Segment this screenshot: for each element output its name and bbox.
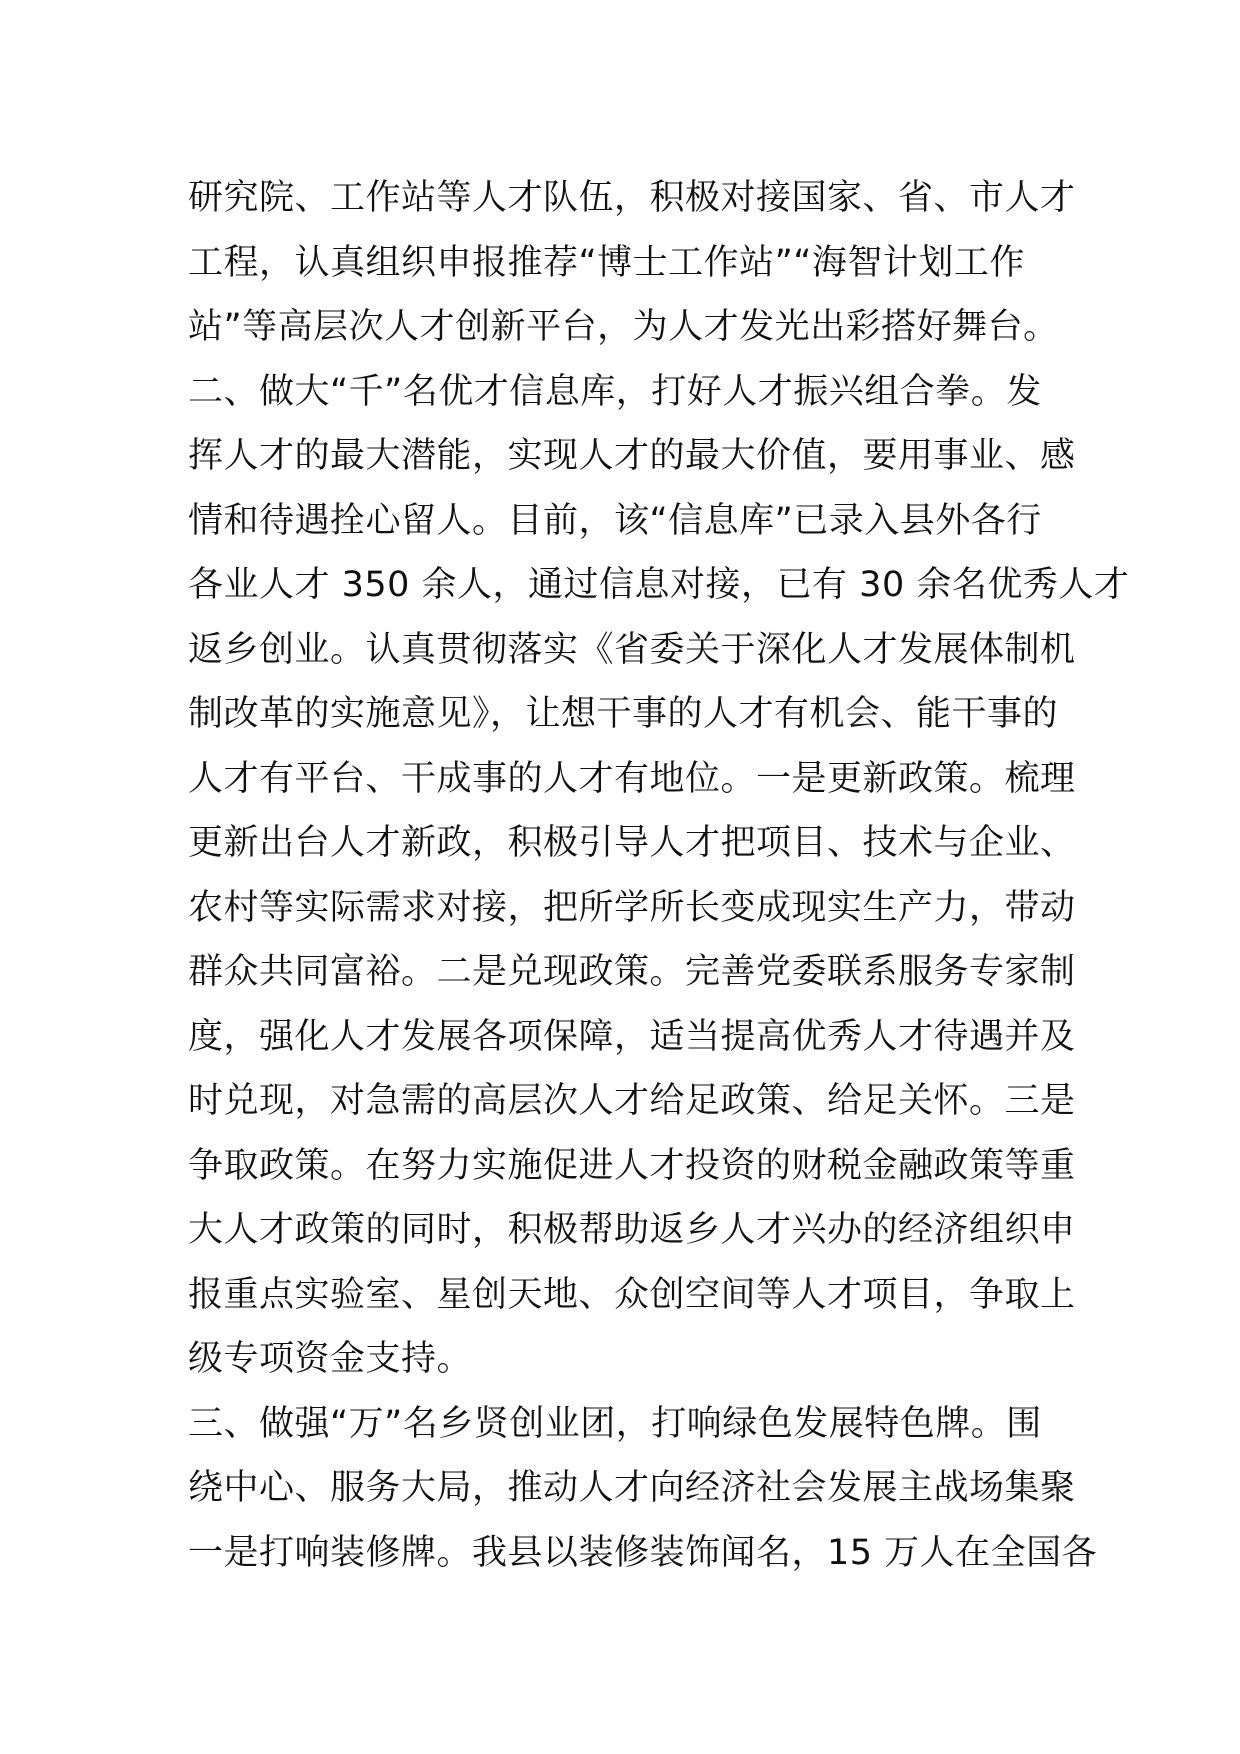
text-line: 返乡创业。认真贯彻落实《省委关于深化人才发展体制机 xyxy=(188,629,1076,670)
text-line: 一是打响装修牌。我县以装修装饰闻名，15 万人在全国各 xyxy=(188,1532,1098,1573)
text-line: 群众共同富裕。二是兑现政策。完善党委联系服务专家制 xyxy=(188,952,1076,992)
text-line: 报重点实验室、星创天地、众创空间等人才项目，争取上 xyxy=(188,1274,1076,1315)
text-line: 大人才政策的同时，积极帮助返乡人才兴办的经济组织申 xyxy=(188,1210,1076,1250)
text-line: 时兑现，对急需的高层次人才给足政策、给足关怀。三是 xyxy=(188,1081,1076,1121)
text-line: 度，强化人才发展各项保障，适当提高优秀人才待遇并及 xyxy=(188,1016,1076,1057)
text-line: 人才有平台、干成事的人才有地位。一是更新政策。梳理 xyxy=(188,758,1076,799)
text-line: 情和待遇拴心留人。目前，该“信息库”已录入县外各行 xyxy=(188,500,1042,541)
text-line: 工程，认真组织申报推荐“博士工作站”“海智计划工作 xyxy=(188,242,1025,283)
text-line: 级专项资金支持。 xyxy=(188,1339,473,1379)
text-line: 争取政策。在努力实施促进人才投资的财税金融政策等重 xyxy=(188,1145,1076,1186)
text-line: 各业人才 350 余人，通过信息对接，已有 30 余名优秀人才 xyxy=(188,565,1130,605)
text-line: 研究院、工作站等人才队伍，积极对接国家、省、市人才 xyxy=(188,178,1076,218)
text-line: 站”等高层次人才创新平台，为人才发光出彩搭好舞台。 xyxy=(188,307,1059,347)
text-line: 制改革的实施意见》，让想干事的人才有机会、能干事的 xyxy=(188,694,1059,734)
text-line: 二、做大“千”名优才信息库，打好人才振兴组合拳。发 xyxy=(188,371,1042,412)
body-text xyxy=(188,166,1130,1585)
text-line: 更新出台人才新政，积极引导人才把项目、技术与企业、 xyxy=(188,823,1076,863)
text-line: 三、做强“万”名乡贤创业团，打响绿色发展特色牌。围 xyxy=(188,1403,1042,1444)
text-line: 挥人才的最大潜能，实现人才的最大价值，要用事业、感 xyxy=(188,436,1076,476)
text-line: 农村等实际需求对接，把所学所长变成现实生产力，带动 xyxy=(188,887,1076,928)
text-line: 绕中心、服务大局，推动人才向经济社会发展主战场集聚 xyxy=(188,1468,1076,1508)
